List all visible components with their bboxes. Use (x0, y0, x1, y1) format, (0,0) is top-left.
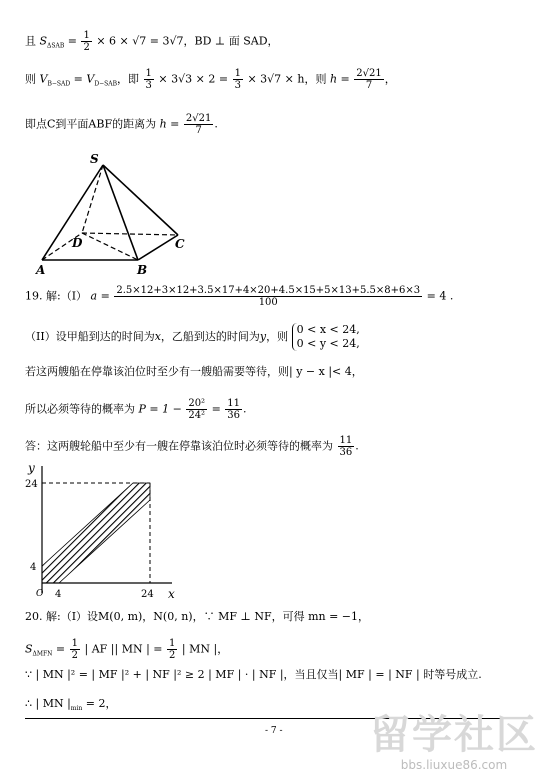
tick-x24: 24 (141, 589, 154, 600)
q19-mean-formula: 19. 解:（I） a = $\frac{2.5\times 12+3\times 12+3.5\times 17+4\times 20+4.5\times 15+5\times 13+5.5\times 8+6\times 3}{100}$ = 4 . (25, 285, 454, 308)
watermark-logo: 留学社区 bbs.liuxue86.com (370, 712, 538, 772)
hatched-region (42, 483, 150, 583)
label-C: C (175, 237, 185, 251)
edge-SC (103, 165, 178, 235)
label-A: A (36, 263, 46, 277)
edge-SB (103, 165, 138, 260)
probability-region-graph (22, 458, 182, 603)
edge-BC (138, 235, 178, 260)
line-distance-result: 即点C到平面ABF的距离为 h = $\frac{2√21}{7}$ . (25, 113, 218, 136)
edge-SD (82, 165, 103, 233)
line-volume-equation: 则 $V_{B-SAD} = V_{D-SAB}$，即 $\frac{1}{3}$ × 3√3 × 2 = $\frac{1}{3}$ × 3√7 × h，则 h = $\frac{2√21}{7}$ ， (25, 68, 396, 91)
label-B: B (137, 263, 148, 277)
fraction-half: $\frac{1}{2}$ (83, 30, 90, 53)
label-origin: O (36, 589, 44, 599)
q19-answer: 答：这两艘轮船中至少有一艘在停靠该泊位时必须等待的概率为 $\frac{11}{36}$ . (25, 435, 359, 458)
line-area-sab: 且 $S_{\Delta SAB}$ = $\frac{1}{2}$ × 6 × √7 = 3√7，BD ⊥ 面 SAD， (25, 30, 279, 53)
q20-min: ∴ | MN $|_{min} = 2$， (25, 697, 117, 713)
pyramid-figure (30, 148, 200, 278)
q19-wait-condition: 若这两艘船在停靠该泊位时至少有一艘船需要等待，则| y − x |< 4， (25, 365, 363, 378)
tick-y24: 24 (25, 479, 38, 490)
q20-setup: 20. 解:（I）设M(0, m)，N(0, n)，∵ MF ⊥ NF，可得 mn = −1， (25, 610, 370, 623)
q19-part2-setup: （II）设甲船到达的时间为x，乙船到达的时间为y，则 0 < x < 24, 0 < y < 24, (25, 323, 360, 350)
tick-y4: 4 (30, 562, 37, 573)
q20-area: $S_{\Delta MFN}$ = $\frac{1}{2}$ | AF || MN | = $\frac{1}{2}$ | MN |， (25, 638, 229, 661)
label-D: D (72, 236, 83, 250)
label-x-axis: x (168, 587, 175, 601)
label-S: S (90, 152, 99, 166)
q19-probability: 所以必须等待的概率为 P = 1 − $\frac{\text{20²}}{\text{24²}}$ = $\frac{11}{36}$ . (25, 398, 247, 421)
edge-DC (82, 233, 178, 235)
condition-brace: 0 < x < 24, 0 < y < 24, (292, 323, 360, 351)
q20-inequality: ∵ | MN |² = | MF |² + | NF |² ≥ 2 | MF | · | NF |，当且仅当| MF | = | NF | 时等号成立. (25, 668, 482, 681)
page-number: - 7 - (265, 726, 283, 736)
label-y-axis: y (28, 461, 35, 475)
tick-x4: 4 (55, 589, 62, 600)
